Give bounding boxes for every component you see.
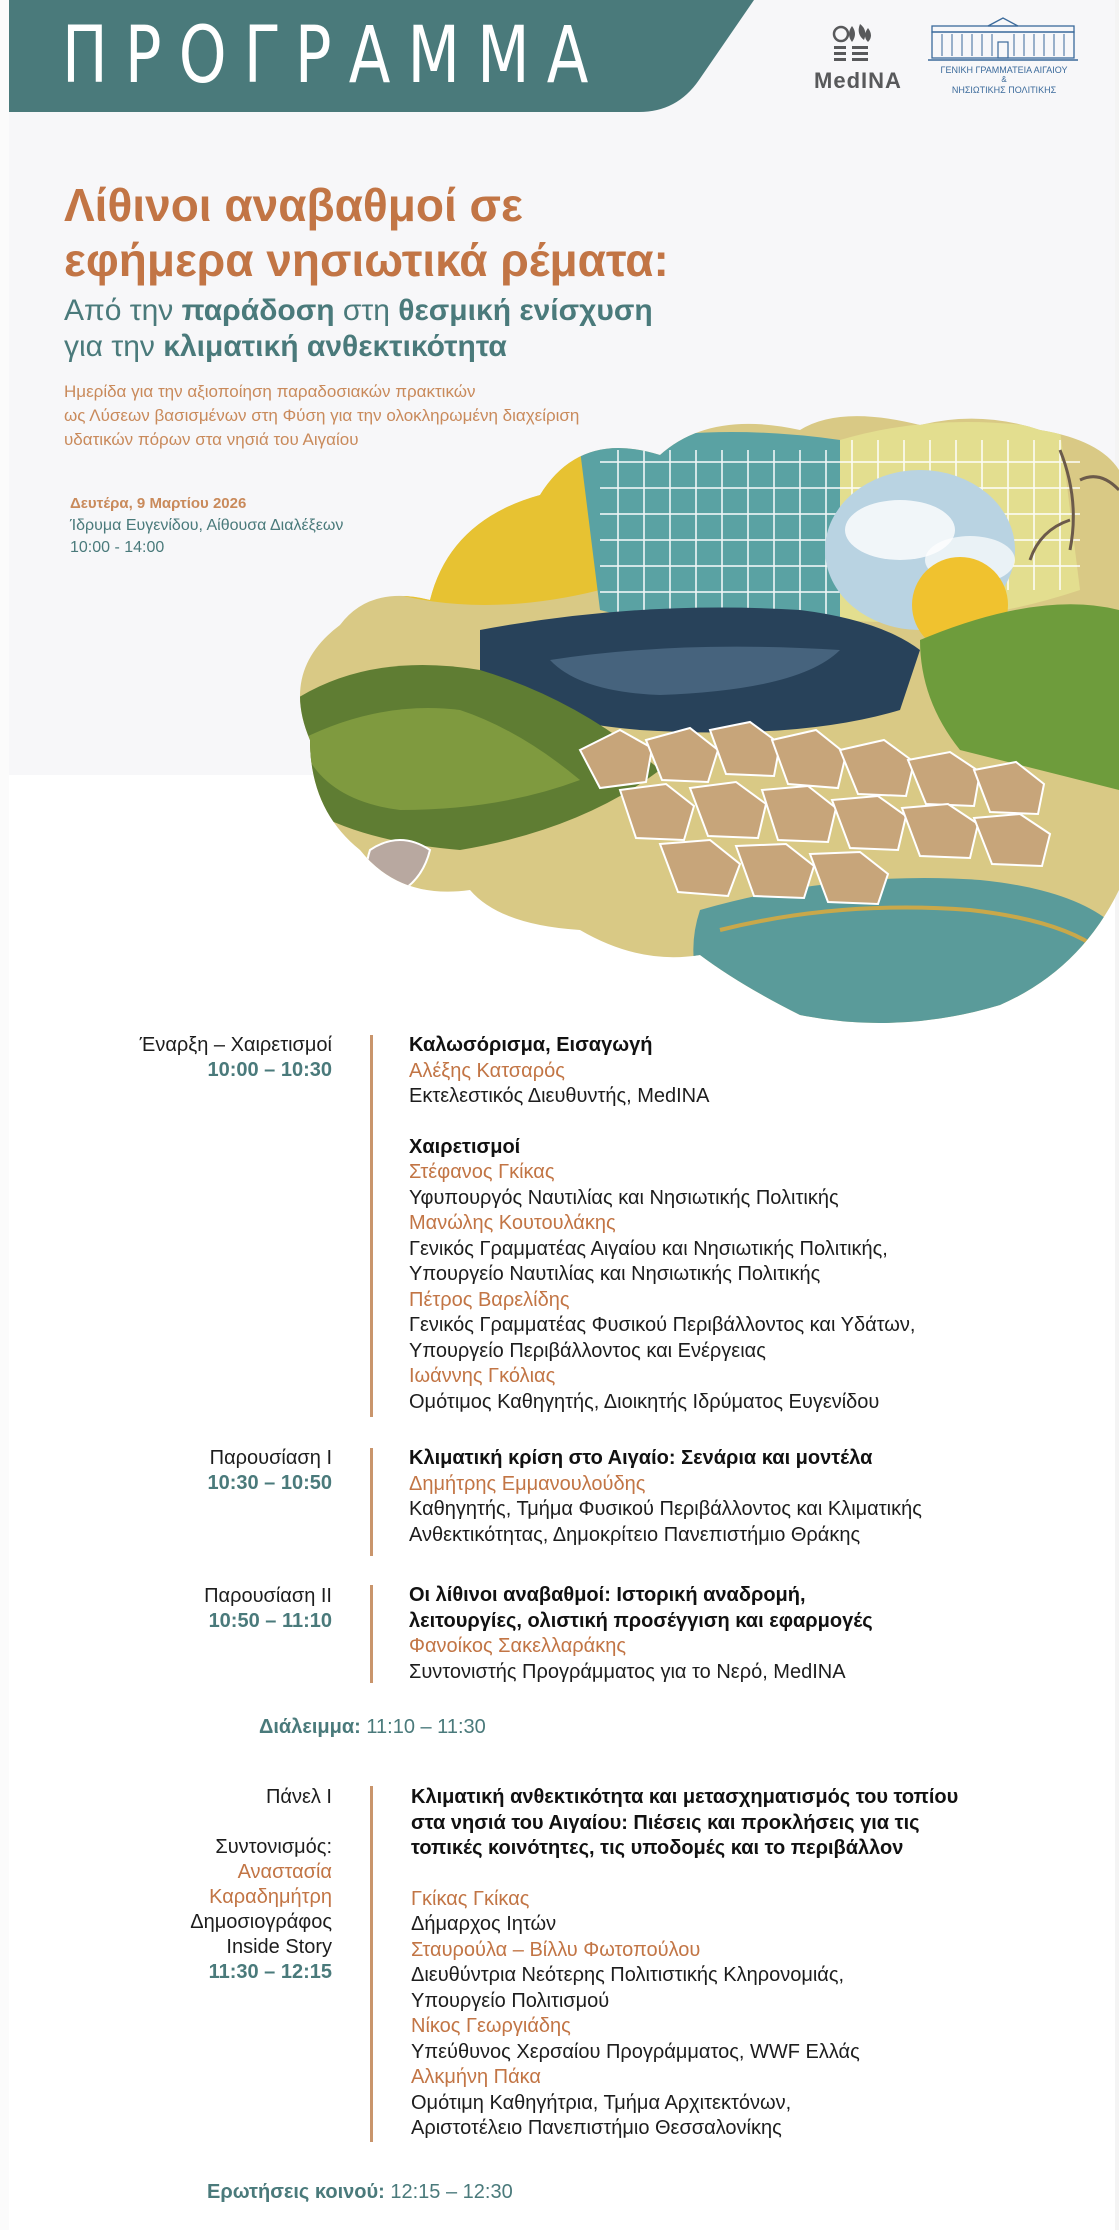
session-divider-line	[370, 1035, 373, 1417]
speaker-role: Υπουργείο Πολιτισμού	[411, 1989, 610, 2012]
session-opening-left	[10, 1033, 332, 1083]
moderator-label: Συντονισμός:	[215, 1836, 332, 1858]
session-presentation-1-left	[10, 1446, 332, 1496]
description-line-1: Ημερίδα για την αξιοποίηση παραδοσιακών πρακτικών	[64, 382, 476, 401]
event-date: Δευτέρα, 9 Μαρτίου 2026	[70, 495, 247, 512]
speaker-role: Γενικός Γραμματέας Φυσικού Περιβάλλοντος και Υδάτων,	[409, 1314, 916, 1336]
speaker-role: Συντονιστής Προγράμματος για το Νερό, MedINA	[409, 1660, 846, 1683]
session-panel-1-details	[411, 1785, 1071, 2142]
speaker-name: Μανώλης Κουτουλάκης	[409, 1212, 616, 1234]
qa-label: Ερωτήσεις κοινού:	[207, 2181, 385, 2203]
speaker-role: Δήμαρχος Ιητών	[411, 1913, 557, 1935]
session-time: 11:30 – 12:15	[208, 1961, 332, 1983]
speaker-role: Ομότιμος Καθηγητής, Διοικητής Ιδρύματος Ευγενίδου	[409, 1390, 880, 1413]
speaker-role: Υπουργείο Ναυτιλίας και Νησιωτικής Πολιτικής	[409, 1263, 821, 1285]
banner-title: ΠΡΟΓΡΑΜΜΑ	[62, 11, 606, 101]
session-title: λειτουργίες, ολιστική προσέγγιση και εφαρμογές	[409, 1609, 873, 1632]
session-title: Κλιματική ανθεκτικότητα και μετασχηματισμός του τοπίου	[411, 1786, 959, 1808]
speaker-role: Εκτελεστικός Διευθυντής, MedINA	[409, 1085, 710, 1107]
session-title: τοπικές κοινότητες, τις υποδομές και το περιβάλλον	[411, 1837, 904, 1859]
session-panel-1-left	[10, 1785, 332, 1985]
page-margin-right	[1115, 0, 1119, 2230]
event-subtitle	[64, 293, 653, 365]
coffee-break	[259, 1716, 486, 1739]
session-label: Πάνελ Ι	[265, 1786, 332, 1808]
spacer	[10, 1810, 332, 1835]
landscape-collage-illustration	[280, 410, 1119, 1025]
speaker-name: Πέτρος Βαρελίδης	[409, 1288, 570, 1311]
moderator-name: Αναστασία	[237, 1861, 332, 1883]
session-title: Οι λίθινοι αναβαθμοί: Ιστορική αναδρομή,	[409, 1584, 806, 1606]
description-line-3: υδατικών πόρων στα νησιά του Αιγαίου	[64, 430, 359, 449]
session-divider-line	[370, 1448, 373, 1556]
gov-logo-line-1: ΓΕΝΙΚΗ ΓΡΑΜΜΑΤΕΙΑ ΑΙΓΑΙΟΥ	[940, 65, 1068, 75]
speaker-name: Σταυρούλα – Βίλλυ Φωτοπούλου	[411, 1938, 701, 1961]
event-title-line-1: Λίθινοι αναβαθμοί σε	[64, 179, 523, 231]
speaker-role: Αριστοτέλειο Πανεπιστήμιο Θεσσαλονίκης	[411, 2117, 782, 2139]
description-line-2: ως Λύσεων βασισμένων στη Φύση για την ολοκληρωμένη διαχείριση	[64, 406, 580, 425]
general-secretariat-logo-text	[924, 63, 1084, 97]
moderator-role: Inside Story	[226, 1936, 332, 1958]
session-time: 10:30 – 10:50	[207, 1472, 332, 1494]
page-margin-left	[0, 0, 9, 2230]
session-title: Καλωσόρισμα, Εισαγωγή	[409, 1034, 653, 1056]
speaker-role: Υφυπουργός Ναυτιλίας και Νησιωτικής Πολιτικής	[409, 1186, 839, 1209]
event-time: 10:00 - 14:00	[70, 539, 165, 556]
session-subtitle: Χαιρετισμοί	[409, 1135, 521, 1158]
moderator-name: Καραδημήτρη	[209, 1886, 332, 1908]
session-time: 10:50 – 11:10	[208, 1610, 332, 1632]
speaker-name: Δημήτρης Εμμανουλούδης	[409, 1472, 646, 1495]
subtitle-line-1: Από την παράδοση στη θεσμική ενίσχυση	[64, 294, 653, 327]
speaker-role: Διευθύντρια Νεότερης Πολιτιστικής Κληρονομιάς,	[411, 1964, 845, 1986]
gov-logo-line-2: &	[1001, 75, 1007, 84]
spacer	[409, 1110, 1069, 1135]
session-title: στα νησιά του Αιγαίου: Πιέσεις και προκλήσεις για τις	[411, 1811, 920, 1834]
subtitle-line-2: για την κλιματική ανθεκτικότητα	[64, 330, 507, 363]
session-divider-line	[370, 1786, 373, 2142]
speaker-name: Αλέξης Κατσαρός	[409, 1059, 565, 1082]
speaker-name: Αλκμήνη Πάκα	[411, 2066, 541, 2088]
session-title: Κλιματική κρίση στο Αιγαίο: Σενάρια και μοντέλα	[409, 1447, 873, 1469]
session-label: Παρουσίαση Ι	[209, 1447, 332, 1469]
session-presentation-2-details	[409, 1583, 1069, 1685]
speaker-name: Στέφανος Γκίκας	[409, 1161, 555, 1183]
break-label: Διάλειμμα:	[259, 1716, 361, 1738]
speaker-role: Ανθεκτικότητας, Δημοκρίτειο Πανεπιστήμιο Θράκης	[409, 1523, 861, 1546]
general-secretariat-building-icon	[928, 16, 1078, 62]
break-time: 11:10 – 11:30	[360, 1716, 486, 1738]
event-title-line-2: εφήμερα νησιωτικά ρέματα:	[64, 234, 669, 286]
moderator-role: Δημοσιογράφος	[190, 1911, 332, 1933]
session-label: Παρουσίαση ΙΙ	[204, 1585, 332, 1607]
audience-questions	[207, 2181, 513, 2204]
speaker-name: Γκίκας Γκίκας	[411, 1887, 530, 1910]
session-presentation-1-details	[409, 1446, 1069, 1548]
speaker-name: Ιωάννης Γκόλιας	[409, 1365, 556, 1387]
speaker-role: Υπεύθυνος Χερσαίου Προγράμματος, WWF Ελλάς	[411, 2040, 860, 2063]
speaker-role: Ομότιμη Καθηγήτρια, Τμήμα Αρχιτεκτόνων,	[411, 2091, 792, 2114]
session-presentation-2-left	[10, 1584, 332, 1634]
qa-time: 12:15 – 12:30	[384, 2181, 513, 2203]
event-venue: Ίδρυμα Ευγενίδου, Αίθουσα Διαλέξεων	[70, 517, 344, 534]
speaker-role: Υπουργείο Περιβάλλοντος και Ενέργειας	[409, 1339, 766, 1362]
session-time: 10:00 – 10:30	[207, 1059, 332, 1081]
session-label: Έναρξη – Χαιρετισμοί	[139, 1034, 332, 1056]
event-title	[64, 178, 669, 288]
spacer	[411, 1862, 1071, 1887]
speaker-name: Φανοίκος Σακελλαράκης	[409, 1635, 626, 1657]
session-divider-line	[370, 1585, 373, 1683]
speaker-role: Καθηγητής, Τμήμα Φυσικού Περιβάλλοντος και Κλιματικής	[409, 1498, 922, 1520]
medina-logo-text: MedINA	[814, 68, 902, 93]
session-opening-details	[409, 1033, 1069, 1415]
speaker-role: Γενικός Γραμματέας Αιγαίου και Νησιωτικής Πολιτικής,	[409, 1237, 888, 1260]
gov-logo-line-3: ΝΗΣΙΩΤΙΚΗΣ ΠΟΛΙΤΙΚΗΣ	[951, 85, 1057, 95]
speaker-name: Νίκος Γεωργιάδης	[411, 2015, 571, 2037]
